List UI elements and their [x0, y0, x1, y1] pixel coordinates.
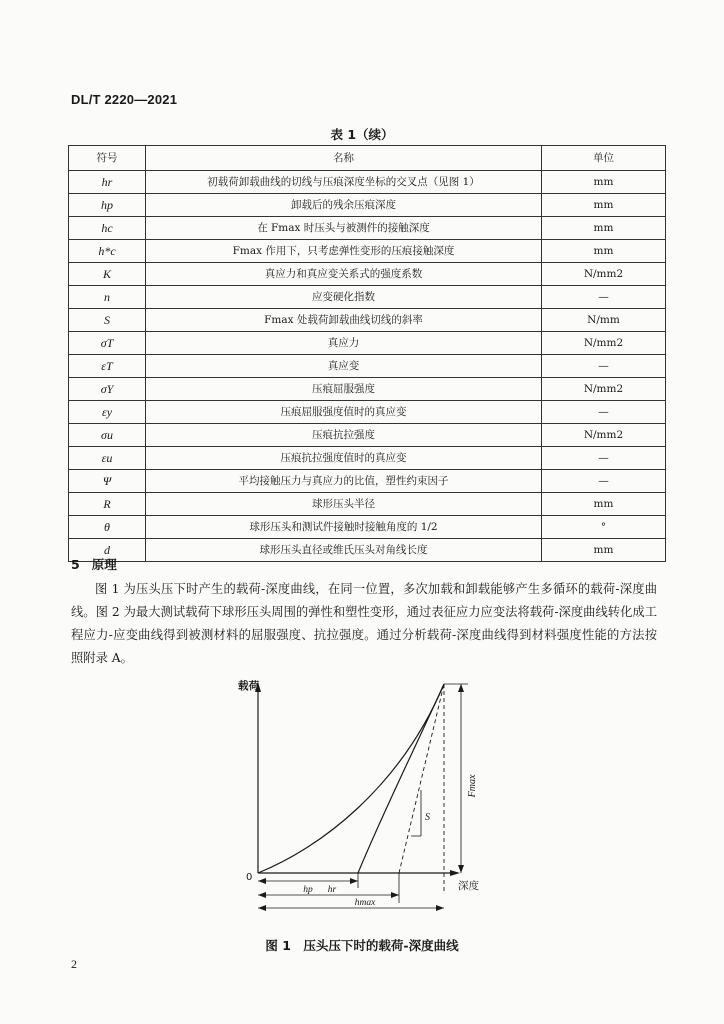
cell-unit: mm [542, 171, 666, 194]
cell-name: 初载荷卸载曲线的切线与压痕深度坐标的交叉点（见图 1） [146, 171, 542, 194]
hmax-label: hmax [354, 898, 376, 908]
cell-symbol: R [69, 493, 146, 516]
origin-label: 0 [246, 872, 253, 883]
hr-label: hr [327, 885, 337, 895]
cell-name: 压痕屈服强度值时的真应变 [146, 401, 542, 424]
cell-unit: — [542, 286, 666, 309]
cell-name: 应变硬化指数 [146, 286, 542, 309]
fmax-arrow-bottom [458, 865, 464, 873]
cell-symbol: εy [69, 401, 146, 424]
cell-unit: mm [542, 539, 666, 562]
cell-unit: mm [542, 493, 666, 516]
table-row [69, 447, 666, 470]
cell-symbol: K [69, 263, 146, 286]
table-row [69, 171, 666, 194]
hmax-arrow-right [436, 905, 444, 911]
cell-name: Fmax 处载荷卸载曲线切线的斜率 [146, 309, 542, 332]
cell-name: 压痕屈服强度 [146, 378, 542, 401]
cell-unit: N/mm2 [542, 332, 666, 355]
cell-unit: — [542, 447, 666, 470]
table-row [69, 217, 666, 240]
table-row [69, 309, 666, 332]
table-row [69, 355, 666, 378]
section-number: 5 [71, 557, 80, 572]
cell-symbol: S [69, 309, 146, 332]
table-row [69, 516, 666, 539]
section-title: 原理 [91, 557, 117, 572]
unloading-curve [358, 684, 444, 873]
cell-name: 球形压头半径 [146, 493, 542, 516]
cell-name: 在 Fmax 时压头与被测件的接触深度 [146, 217, 542, 240]
cell-unit: N/mm [542, 309, 666, 332]
table-row [69, 194, 666, 217]
cell-name: 平均接触压力与真应力的比值，塑性约束因子 [146, 470, 542, 493]
cell-name: 卸载后的残余压痕深度 [146, 194, 542, 217]
cell-name: 真应力和真应变关系式的强度系数 [146, 263, 542, 286]
table-row [69, 240, 666, 263]
figure-caption: 图 1 压头压下时的载荷-深度曲线 [265, 938, 459, 953]
cell-name: 真应力 [146, 332, 542, 355]
table-row [69, 539, 666, 562]
cell-unit: — [542, 401, 666, 424]
cell-name: Fmax 作用下，只考虑弹性变形的压痕接触深度 [146, 240, 542, 263]
cell-unit: — [542, 470, 666, 493]
cell-unit: N/mm2 [542, 424, 666, 447]
hp-arrow-right [350, 878, 358, 884]
cell-symbol: θ [69, 516, 146, 539]
table-row [69, 286, 666, 309]
y-axis-label: 载荷 [238, 680, 259, 692]
column-header-unit: 单位 [542, 146, 666, 171]
cell-name: 球形压头和测试件接触时接触角度的 1/2 [146, 516, 542, 539]
cell-unit: N/mm2 [542, 378, 666, 401]
hr-arrow-right [391, 892, 399, 898]
cell-name: 球形压头直径或维氏压头对角线长度 [146, 539, 542, 562]
cell-symbol: h*c [69, 240, 146, 263]
table-header-row [69, 146, 666, 171]
table-row [69, 378, 666, 401]
tangent-line [399, 684, 444, 873]
cell-symbol: σT [69, 332, 146, 355]
section-heading [71, 555, 117, 573]
cell-unit: N/mm2 [542, 263, 666, 286]
cell-symbol: εu [69, 447, 146, 470]
slope-label: S [425, 812, 430, 823]
column-header-symbol: 符号 [69, 146, 146, 171]
table-row [69, 493, 666, 516]
hp-label: hp [303, 885, 313, 895]
loading-curve [258, 684, 444, 873]
table-row [69, 332, 666, 355]
table-row [69, 470, 666, 493]
cell-symbol: σY [69, 378, 146, 401]
table-row [69, 263, 666, 286]
table-caption: 表 1（续） [330, 127, 394, 142]
table-row [69, 424, 666, 447]
cell-symbol: hr [69, 171, 146, 194]
fmax-label: Fmax [467, 774, 478, 798]
cell-unit: ° [542, 516, 666, 539]
symbol-table [68, 145, 666, 562]
page-number: 2 [71, 957, 77, 971]
standard-code: DL/T 2220—2021 [71, 92, 178, 107]
cell-symbol: hc [69, 217, 146, 240]
principle-paragraph: 图 1 为压头压下时产生的载荷-深度曲线，在同一位置，多次加载和卸载能够产生多循环的载荷-深度曲线。图 2 为最大测试载荷下球形压头周围的弹性和塑性变形，通过表征应力应变法将载荷-深度曲线转化成工程应力-应变曲线得到被测材料的屈服强度、抗拉强度。通过分析载荷-深度曲线得到材料强度性能的方法按照附录 A。 [71, 582, 657, 665]
load-depth-figure [200, 668, 520, 918]
cell-unit: — [542, 355, 666, 378]
cell-unit: mm [542, 240, 666, 263]
cell-symbol: n [69, 286, 146, 309]
column-header-name: 名称 [146, 146, 542, 171]
cell-symbol: Ψ [69, 470, 146, 493]
hp-arrow-left [258, 878, 266, 884]
hmax-arrow-left [258, 905, 266, 911]
cell-symbol: σu [69, 424, 146, 447]
fmax-arrow-top [458, 684, 464, 692]
hr-arrow-left [258, 892, 266, 898]
table-row [69, 401, 666, 424]
cell-symbol: hp [69, 194, 146, 217]
cell-symbol: εT [69, 355, 146, 378]
cell-name: 压痕抗拉强度值时的真应变 [146, 447, 542, 470]
cell-name: 真应变 [146, 355, 542, 378]
x-axis-label: 深度 [458, 880, 479, 892]
cell-unit: mm [542, 194, 666, 217]
cell-name: 压痕抗拉强度 [146, 424, 542, 447]
x-axis-arrow [450, 870, 460, 876]
cell-unit: mm [542, 217, 666, 240]
cell-symbol: d [69, 539, 146, 562]
